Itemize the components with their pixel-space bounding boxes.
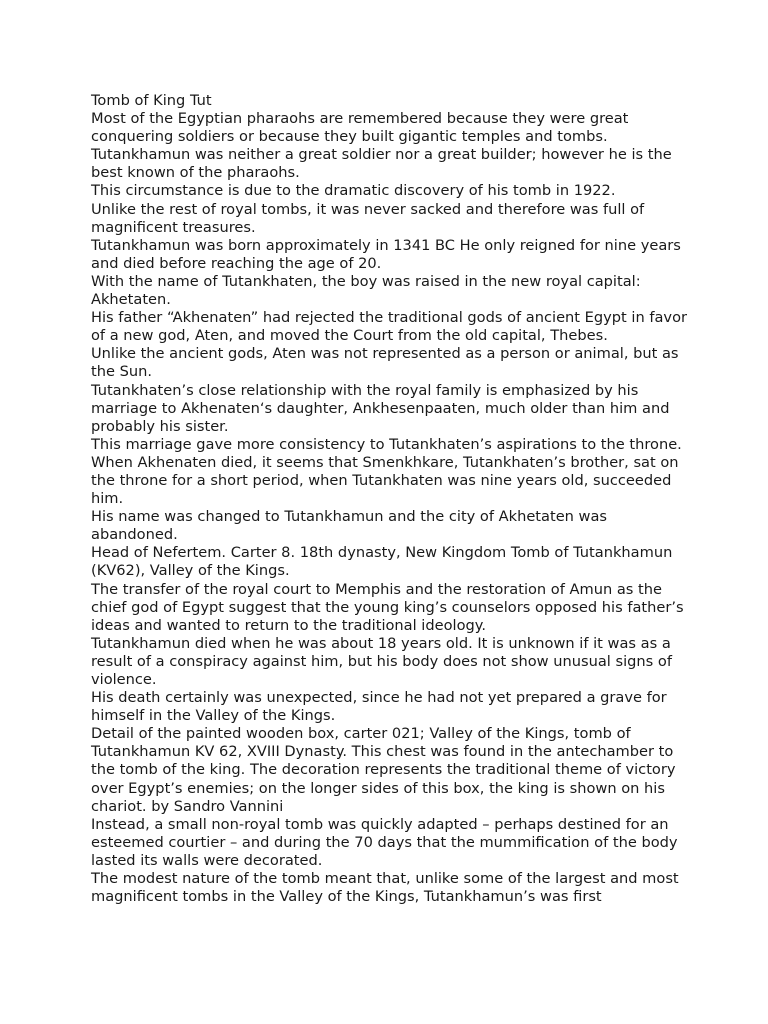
paragraph: Detail of the painted wooden box, carter 021; Valley of the Kings, tomb of Tutankhamun KV 62, XVIII Dynasty. This chest was found in the antechamber to the tomb of the king. The decoration represents the traditional theme of victory over Egypt’s enemies; on the longer sides of this box, the king is shown on his chariot. by Sandro Vannini xyxy=(91,725,676,815)
document-page xyxy=(91,92,691,906)
paragraph: Tutankhaten’s close relationship with the royal family is emphasized by his marriage to Akhenaten‘s daughter, Ankhesenpaaten, much older than him and probably his sister. xyxy=(91,381,670,435)
paragraph: The transfer of the royal court to Memphis and the restoration of Amun as the chief god of Egypt suggest that the young king’s counselors opposed his father’s ideas and wanted to return to the traditional ideology. xyxy=(91,580,684,634)
paragraph: Instead, a small non-royal tomb was quickly adapted – perhaps destined for an esteemed courtier – and during the 70 days that the mummification of the body lasted its walls were decorated. xyxy=(91,815,678,869)
paragraph: Unlike the ancient gods, Aten was not represented as a person or animal, but as the Sun. xyxy=(91,345,679,381)
paragraph: When Akhenaten died, it seems that Smenkhkare, Tutankhaten’s brother, sat on the throne for a short period, when Tutankhaten was nine years old, succeeded him. xyxy=(91,453,679,508)
paragraph: His name was changed to Tutankhamun and the city of Akhetaten was abandoned. xyxy=(91,508,608,544)
paragraph: Tutankhamun was born approximately in 1341 BC He only reigned for nine years and died before reaching the age of 20. xyxy=(91,236,681,272)
paragraph: Head of Nefertem. Carter 8. 18th dynasty, New Kingdom Tomb of Tutankhamun (KV62), Valley of the Kings. xyxy=(91,544,673,580)
paragraph: The modest nature of the tomb meant that, unlike some of the largest and most magnificent tombs in the Valley of the Kings, Tutankhamun’s was first xyxy=(91,870,679,906)
paragraph: His father “Akhenaten” had rejected the traditional gods of ancient Egypt in favor of a new god, Aten, and moved the Court from the old capital, Thebes. xyxy=(91,309,687,345)
paragraph: Most of the Egyptian pharaohs are remembered because they were great conquering soldiers or because they built gigantic temples and tombs. xyxy=(91,110,629,146)
paragraph: Tutankhamun died when he was about 18 years old. It is unknown if it was as a result of a conspiracy against him, but his body does not show unusual signs of violence. xyxy=(91,634,672,688)
paragraph: This marriage gave more consistency to Tutankhaten’s aspirations to the throne. xyxy=(91,435,682,453)
paragraph: With the name of Tutankhaten, the boy was raised in the new royal capital: Akhetaten. xyxy=(91,272,641,309)
paragraph: Tutankhamun was neither a great soldier nor a great builder; however he is the best known of the pharaohs. xyxy=(91,146,672,182)
paragraph: Unlike the rest of royal tombs, it was never sacked and therefore was full of magnificent treasures. xyxy=(91,200,645,236)
document-title: Tomb of King Tut xyxy=(91,92,212,109)
paragraph: His death certainly was unexpected, since he had not yet prepared a grave for himself in the Valley of the Kings. xyxy=(91,689,667,725)
paragraph: This circumstance is due to the dramatic discovery of his tomb in 1922. xyxy=(91,182,616,200)
